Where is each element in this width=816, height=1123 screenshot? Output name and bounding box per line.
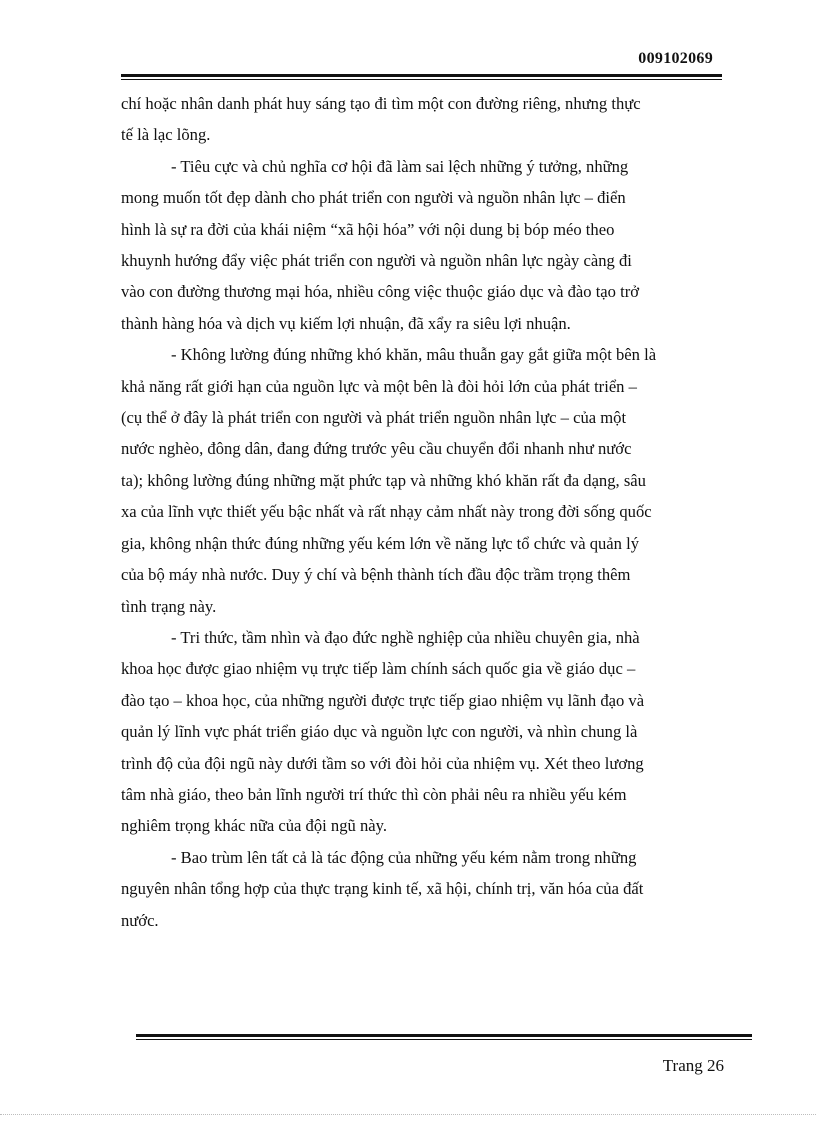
text-line: ta); không lường đúng những mặt phức tạp và những khó khăn rất đa dạng, sâu <box>121 470 646 490</box>
page-number: Trang 26 <box>662 1056 724 1075</box>
text-line: khả năng rất giới hạn của nguồn lực và một bên là đòi hỏi lớn của phát triển – <box>121 376 637 396</box>
footer-rule-thin <box>136 1039 752 1040</box>
page-edge-divider <box>0 1114 816 1115</box>
text-line: khoa học được giao nhiệm vụ trực tiếp làm chính sách quốc gia về giáo dục – <box>121 659 636 679</box>
text-line: nước nghèo, đông dân, đang đứng trước yêu cầu chuyển đổi nhanh như nước <box>121 439 632 459</box>
text-line: hình là sự ra đời của khái niệm “xã hội hóa” với nội dung bị bóp méo theo <box>121 219 615 239</box>
paragraph-negativity <box>121 151 735 339</box>
header-rule-thin <box>121 79 722 80</box>
text-line: nghiêm trọng khác nữa của đội ngũ này. <box>121 816 387 836</box>
text-line: của bộ máy nhà nước. Duy ý chí và bệnh thành tích đầu độc trầm trọng thêm <box>121 565 631 585</box>
text-line: (cụ thể ở đây là phát triển con người và phát triển nguồn nhân lực – của một <box>121 408 627 428</box>
text-line: - Tiêu cực và chủ nghĩa cơ hội đã làm sai lệch những ý tưởng, những <box>171 156 629 176</box>
paragraph-difficulties <box>121 339 735 622</box>
text-line: đào tạo – khoa học, của những người được trực tiếp giao nhiệm vụ lãnh đạo và <box>121 690 645 710</box>
text-line: vào con đường thương mại hóa, nhiều công việc thuộc giáo dục và đào tạo trở <box>121 282 640 302</box>
text-line: - Không lường đúng những khó khăn, mâu thuẫn gay gắt giữa một bên là <box>171 345 657 365</box>
text-line: tế là lạc lõng. <box>121 125 211 145</box>
text-line: nguyên nhân tổng hợp của thực trạng kinh tế, xã hội, chính trị, văn hóa của đất <box>121 879 644 899</box>
paragraph-knowledge <box>121 622 735 842</box>
text-line: - Bao trùm lên tất cả là tác động của những yếu kém nằm trong những <box>171 847 637 867</box>
text-line: tâm nhà giáo, theo bản lĩnh người trí thức thì còn phải nêu ra nhiều yếu kém <box>121 784 627 804</box>
page-body <box>121 88 735 936</box>
document-code: 009102069 <box>638 50 713 67</box>
text-line: - Tri thức, tầm nhìn và đạo đức nghề nghiệp của nhiều chuyên gia, nhà <box>171 627 640 647</box>
text-line: chí hoặc nhân danh phát huy sáng tạo đi tìm một con đường riêng, nhưng thực <box>121 94 641 113</box>
text-line: khuynh hướng đẩy việc phát triển con người và nguồn nhân lực ngày càng đi <box>121 251 632 271</box>
text-line: gia, không nhận thức đúng những yếu kém lớn về năng lực tổ chức và quản lý <box>121 533 640 553</box>
paragraph-continuation <box>121 88 735 151</box>
footer-rule <box>136 1034 752 1037</box>
text-line: thành hàng hóa và dịch vụ kiếm lợi nhuận, đã xẩy ra siêu lợi nhuận. <box>121 313 571 333</box>
text-line: quản lý lĩnh vực phát triển giáo dục và nguồn lực con người, và nhìn chung là <box>121 722 638 742</box>
text-line: xa của lĩnh vực thiết yếu bậc nhất và rất nhạy cảm nhất này trong đời sống quốc <box>121 502 652 522</box>
text-line: mong muốn tốt đẹp dành cho phát triển con người và nguồn nhân lực – điển <box>121 188 626 208</box>
paragraph-overall <box>121 842 735 936</box>
text-line: nước. <box>121 910 159 930</box>
text-line: tình trạng này. <box>121 596 217 616</box>
text-line: trình độ của đội ngũ này dưới tầm so với đòi hỏi của nhiệm vụ. Xét theo lương <box>121 753 644 773</box>
header-rule <box>121 74 722 77</box>
